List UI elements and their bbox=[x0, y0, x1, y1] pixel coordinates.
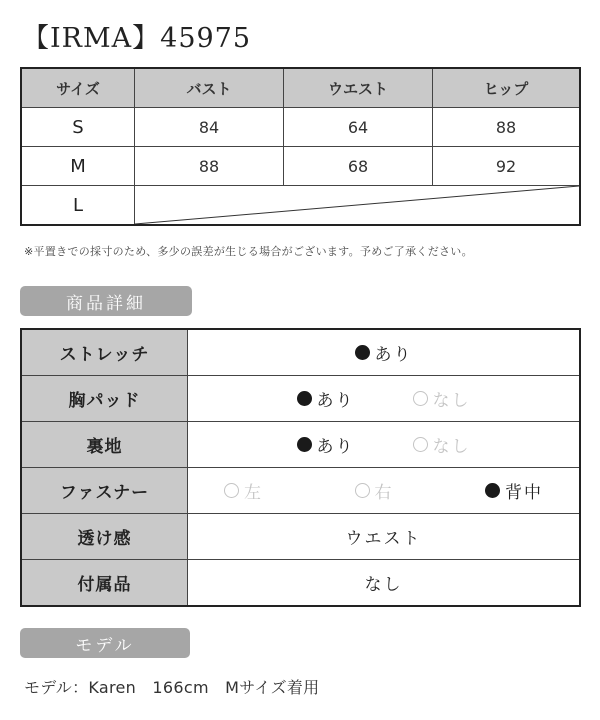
detail-value: なし bbox=[188, 560, 581, 607]
detail-row-lining bbox=[21, 422, 580, 468]
detail-label: 透け感 bbox=[21, 514, 188, 560]
option-unselected: なし bbox=[413, 432, 471, 457]
header-size: サイズ bbox=[21, 68, 135, 108]
size-table-header-row bbox=[21, 68, 580, 108]
size-table bbox=[20, 67, 581, 226]
empty-circle-icon bbox=[413, 391, 428, 406]
measurement-note: ※平置きでの採寸のため、多少の誤差が生じる場合がございます。予めご了承ください。 bbox=[24, 245, 473, 258]
detail-label: 胸パッド bbox=[21, 376, 188, 422]
detail-label: ストレッチ bbox=[21, 329, 188, 376]
option-selected: あり bbox=[297, 386, 355, 411]
detail-label: ファスナー bbox=[21, 468, 188, 514]
option-unselected: なし bbox=[413, 386, 471, 411]
detail-label: 裏地 bbox=[21, 422, 188, 468]
size-label: M bbox=[21, 147, 135, 186]
bust-value: 84 bbox=[135, 108, 284, 147]
option-selected: 背中 bbox=[485, 478, 543, 503]
filled-circle-icon bbox=[297, 437, 312, 452]
size-row-l bbox=[21, 186, 580, 226]
detail-label: 付属品 bbox=[21, 560, 188, 607]
filled-circle-icon bbox=[355, 345, 370, 360]
diagonal-line bbox=[135, 186, 579, 224]
header-bust: バスト bbox=[135, 68, 284, 108]
detail-row-bust-pad bbox=[21, 376, 580, 422]
waist-value: 64 bbox=[284, 108, 433, 147]
detail-value: ウエスト bbox=[188, 514, 581, 560]
detail-row-sheerness bbox=[21, 514, 580, 560]
detail-table bbox=[20, 328, 581, 607]
header-waist: ウエスト bbox=[284, 68, 433, 108]
unavailable-size-slash bbox=[135, 186, 581, 226]
detail-row-stretch bbox=[21, 329, 580, 376]
empty-circle-icon bbox=[355, 483, 370, 498]
size-label: S bbox=[21, 108, 135, 147]
hip-value: 92 bbox=[433, 147, 581, 186]
model-info: モデル：Karen 166cm Mサイズ着用 bbox=[24, 678, 320, 697]
size-row-s bbox=[21, 108, 580, 147]
detail-row-zipper bbox=[21, 468, 580, 514]
detail-row-accessories bbox=[21, 560, 580, 607]
size-row-m bbox=[21, 147, 580, 186]
bust-value: 88 bbox=[135, 147, 284, 186]
empty-circle-icon bbox=[413, 437, 428, 452]
option-unselected: 右 bbox=[355, 478, 394, 503]
filled-circle-icon bbox=[485, 483, 500, 498]
header-hip: ヒップ bbox=[433, 68, 581, 108]
product-title: 【IRMA】45975 bbox=[22, 23, 252, 54]
option-selected: あり bbox=[355, 340, 413, 365]
section-label-model: モデル bbox=[20, 628, 190, 658]
hip-value: 88 bbox=[433, 108, 581, 147]
waist-value: 68 bbox=[284, 147, 433, 186]
section-label-details: 商品詳細 bbox=[20, 286, 192, 316]
option-unselected: 左 bbox=[224, 478, 263, 503]
option-selected: あり bbox=[297, 432, 355, 457]
filled-circle-icon bbox=[297, 391, 312, 406]
empty-circle-icon bbox=[224, 483, 239, 498]
size-label: L bbox=[21, 186, 135, 226]
